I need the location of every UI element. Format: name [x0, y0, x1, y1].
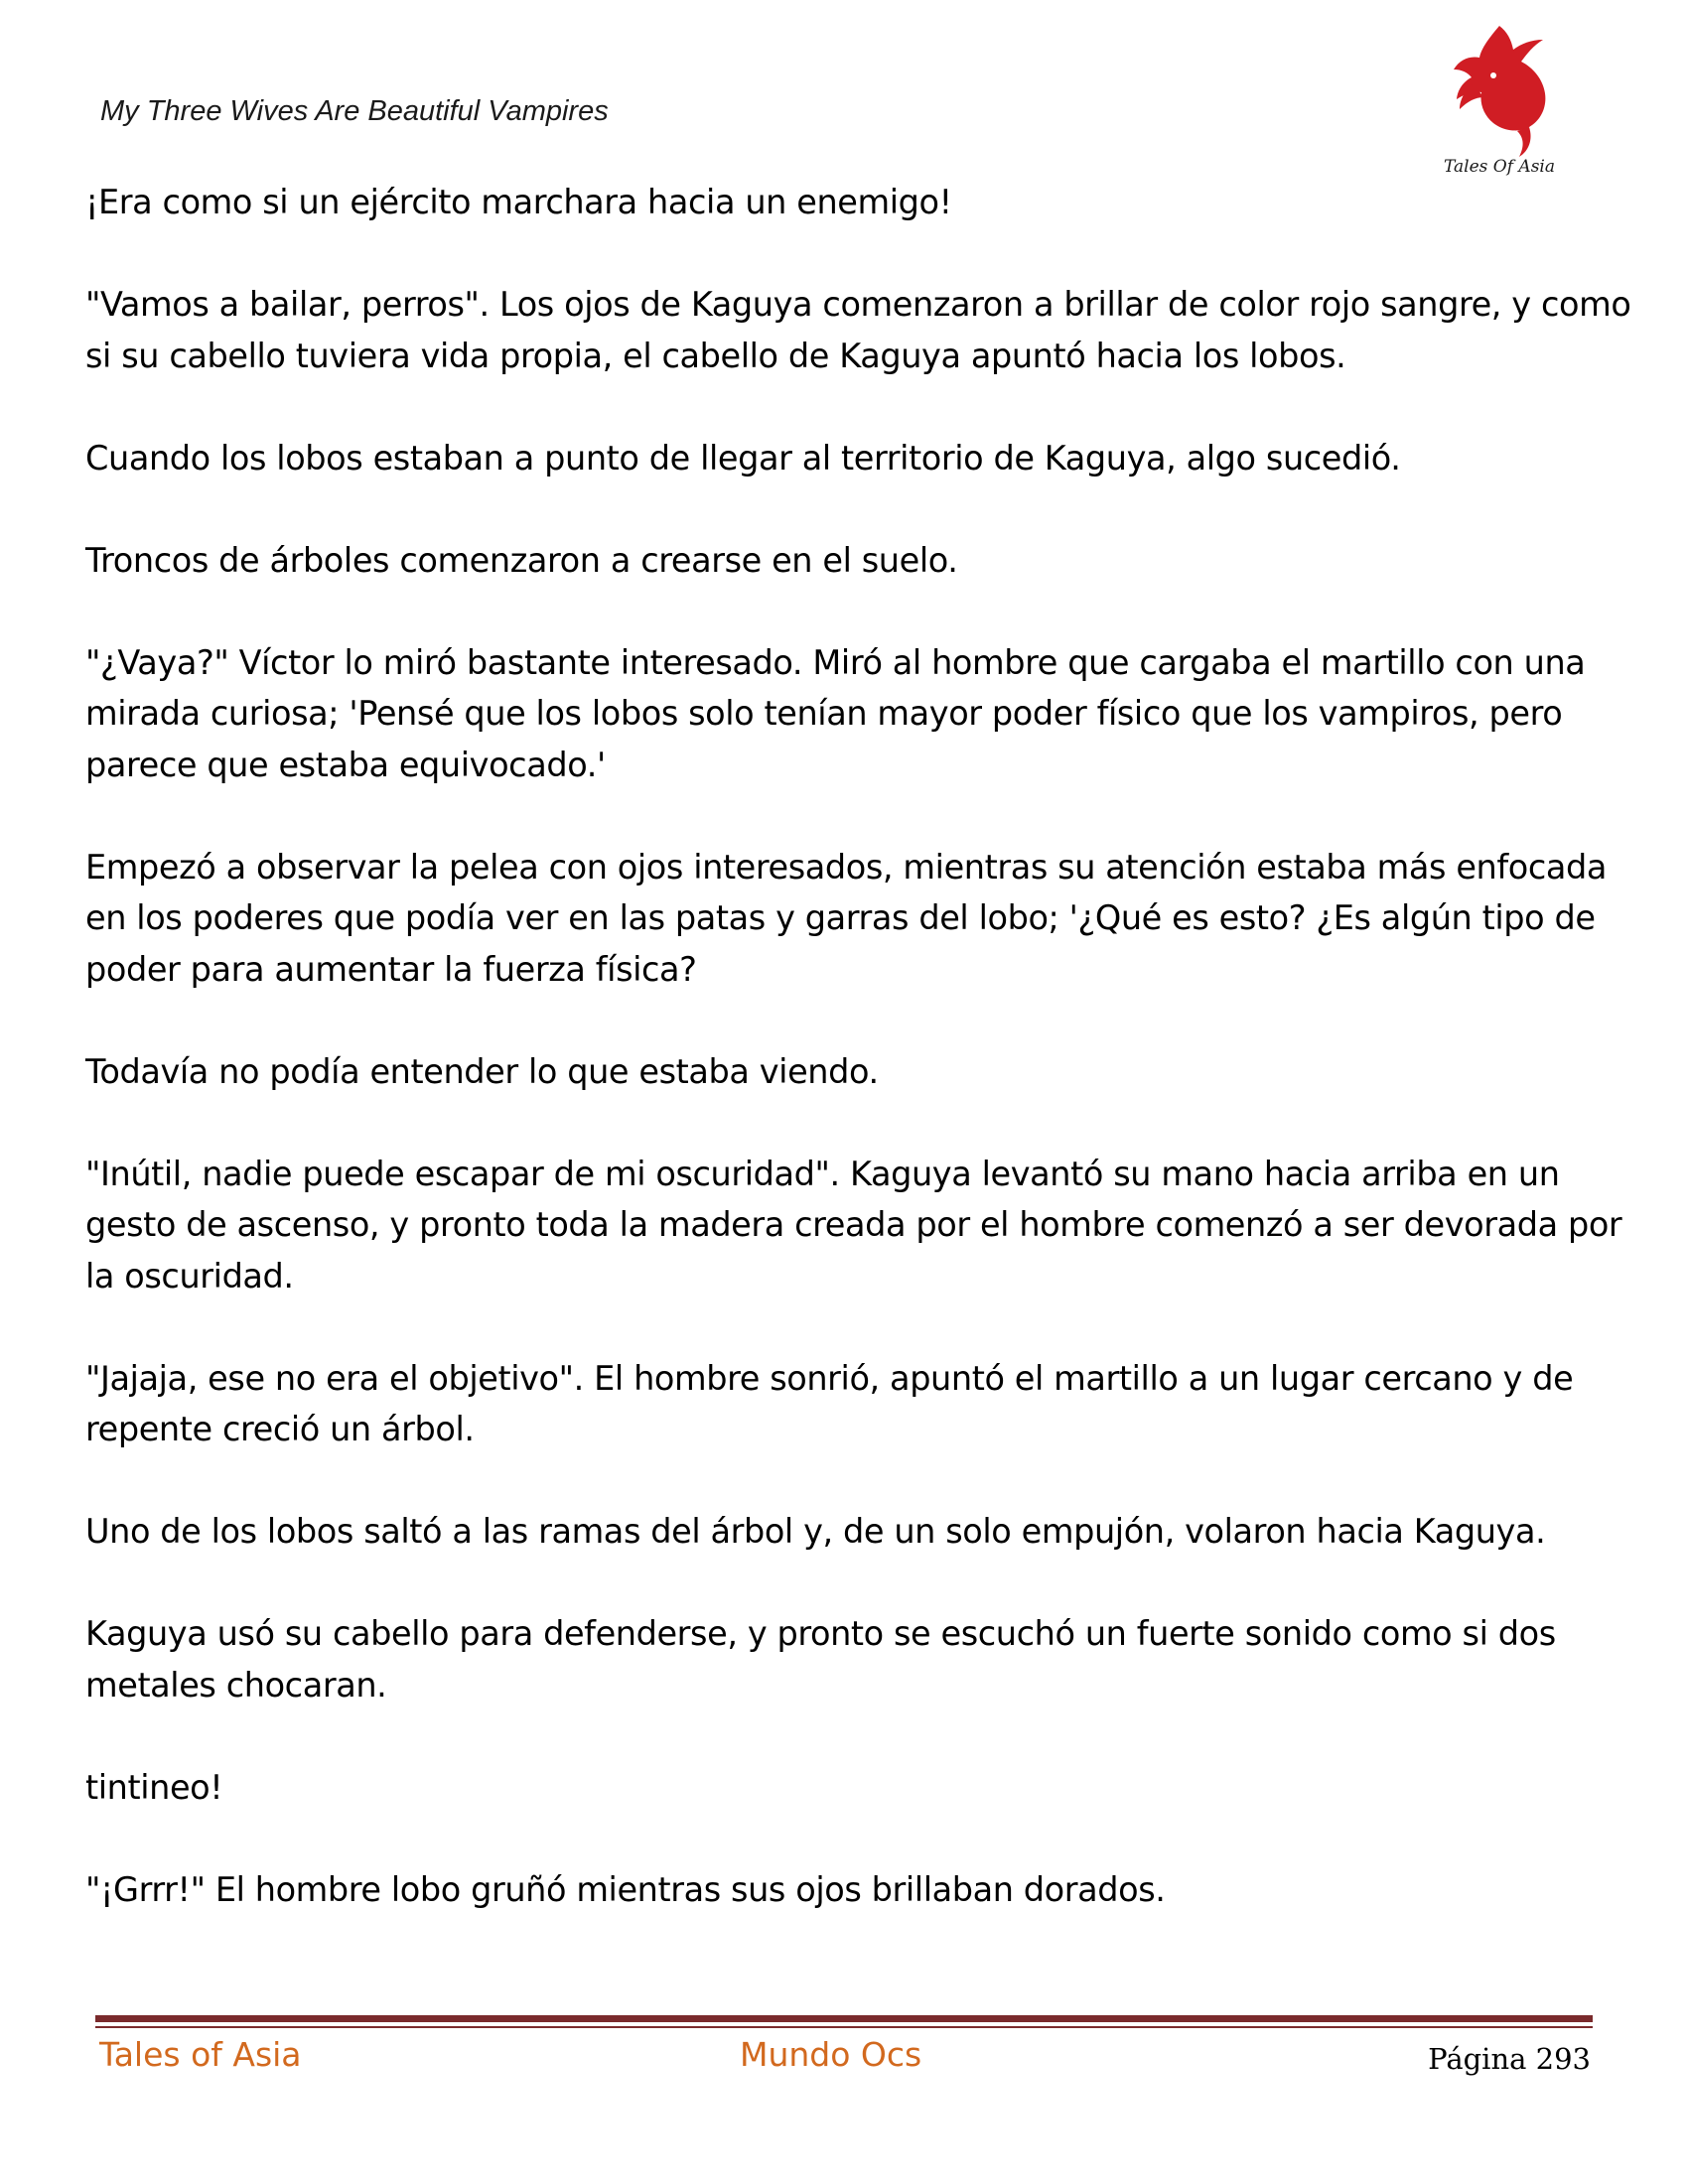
paragraph: "Jajaja, ese no era el objetivo". El hombre sonrió, apuntó el martillo a un lugar cercano y de repente creció un árbol.	[85, 1358, 1584, 1448]
header-title: My Three Wives Are Beautiful Vampires	[100, 95, 609, 127]
footer-divider-thin	[95, 2026, 1593, 2028]
paragraph: Empezó a observar la pelea con ojos interesados, mientras su atención estaba más enfocada en los poderes que podía ver en las patas y garras del lobo; '¿Qué es esto? ¿Es algún tipo de poder para aumentar la fuerza física?	[85, 847, 1618, 989]
paragraph: "¿Vaya?" Víctor lo miró bastante interesado. Miró al hombre que cargaba el martillo con una mirada curiosa; 'Pensé que los lobos solo tenían mayor poder físico que los vampiros, pero parece que estaba equivocado.'	[85, 642, 1596, 784]
paragraph: Uno de los lobos saltó a las ramas del árbol y, de un solo empujón, volaron hacia Kaguya.	[85, 1512, 1546, 1551]
paragraph: tintineo!	[85, 1767, 223, 1807]
logo	[1430, 18, 1569, 182]
footer-section-name: Mundo Ocs	[740, 2035, 922, 2074]
footer-site-name: Tales of Asia	[99, 2035, 302, 2074]
red-dragon-icon	[1430, 18, 1569, 182]
paragraph: Todavía no podía entender lo que estaba viendo.	[85, 1051, 879, 1091]
paragraph: "¡Grrr!" El hombre lobo gruñó mientras sus ojos brillaban dorados.	[85, 1869, 1166, 1909]
paragraph: Kaguya usó su cabello para defenderse, y pronto se escuchó un fuerte sonido como si dos metales chocaran.	[85, 1614, 1566, 1705]
footer-divider-thick	[95, 2015, 1593, 2022]
paragraph: "Inútil, nadie puede escapar de mi oscuridad". Kaguya levantó su mano hacia arriba en un gesto de ascenso, y pronto toda la madera creada por el hombre comenzó a ser devorada por la oscuridad.	[85, 1154, 1632, 1296]
paragraph: Troncos de árboles comenzaron a crearse en el suelo.	[85, 540, 958, 580]
paragraph: "Vamos a bailar, perros". Los ojos de Kaguya comenzaron a brillar de color rojo sangre, y como si su cabello tuviera vida propia, el cabello de Kaguya apuntó hacia los lobos.	[85, 285, 1641, 375]
logo-text: Tales Of Asia	[1444, 157, 1555, 177]
chapter-text	[85, 177, 1641, 1967]
paragraph: Cuando los lobos estaban a punto de llegar al territorio de Kaguya, algo sucedió.	[85, 438, 1401, 478]
paragraph: ¡Era como si un ejército marchara hacia un enemigo!	[85, 183, 952, 221]
page-number: Página 293	[1428, 2042, 1591, 2076]
